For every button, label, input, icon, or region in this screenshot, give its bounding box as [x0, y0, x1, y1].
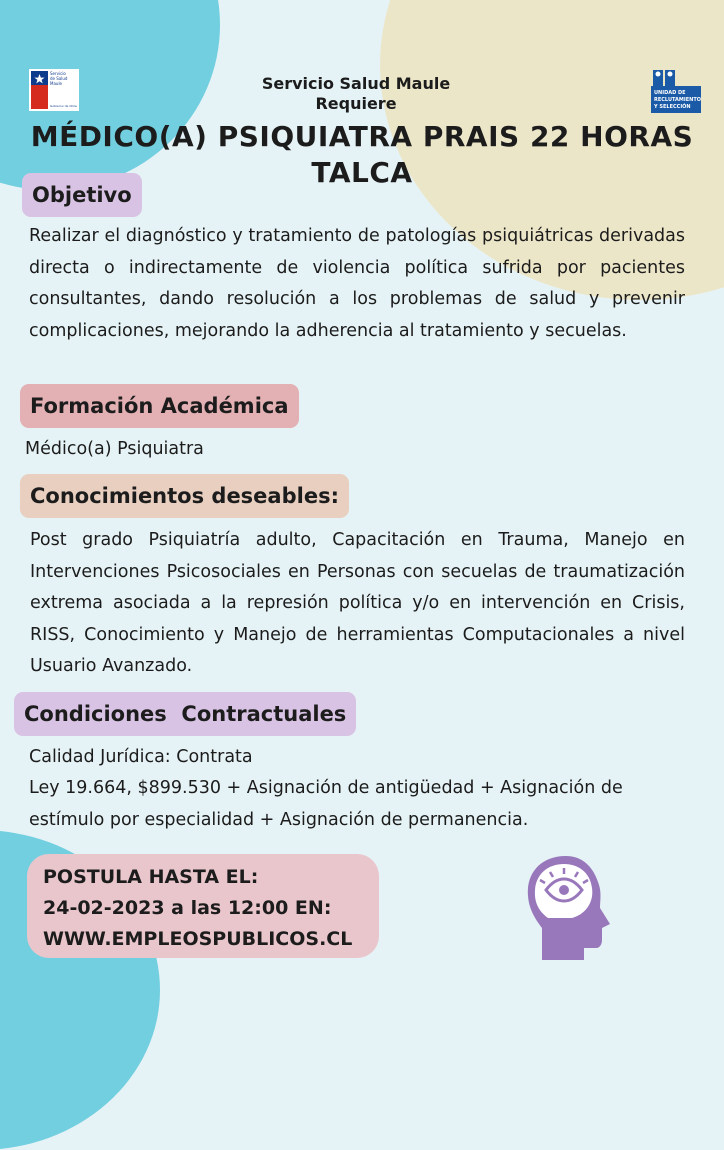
organization-name: Servicio Salud Maule: [261, 74, 451, 93]
organization-requiere: Requiere: [315, 94, 397, 113]
formacion-heading: Formación Académica: [20, 384, 299, 428]
calidad-juridica-text: Calidad Jurídica: Contrata: [29, 747, 253, 767]
postula-box: [27, 854, 379, 958]
gob-logo-text-1: Servicio: [50, 71, 66, 76]
gob-logo-footer: Gobierno de Chile: [50, 104, 77, 108]
objetivo-heading: Objetivo: [22, 173, 142, 217]
postula-deadline: 24-02-2023 a las 12:00 EN:: [43, 897, 332, 919]
postula-website[interactable]: WWW.EMPLEOSPUBLICOS.CL: [43, 928, 353, 950]
conocimientos-text: Post grado Psiquiatría adulto, Capacitación en Trauma, Manejo en Intervenciones Psicosociales en Personas con secuelas de traumatización extrema asociada a la represión política y/o en intervención en Crisis, RISS, Conocimiento y Manejo de herramientas Computacionales a nivel Usuario Avanzado.: [30, 530, 685, 676]
gob-logo-text-3: Maule: [50, 81, 63, 86]
job-title-line-2: TALCA: [311, 156, 413, 189]
gobierno-chile-logo: [29, 69, 79, 111]
objetivo-text: Realizar el diagnóstico y tratamiento de patologías psiquiátricas derivadas directa o indirectamente de violencia política sufrida por pacientes consultantes, dando resolución a los problemas de salud y prevenir complicaciones, mejorando la adherencia al tratamiento y secuelas.: [29, 226, 685, 341]
job-title-line-1: MÉDICO(A) PSIQUIATRA PRAIS 22 HORAS: [30, 120, 694, 153]
unidad-reclutamiento-logo: [651, 70, 701, 113]
formacion-text: Médico(a) Psiquiatra: [25, 439, 204, 459]
conocimientos-heading: Conocimientos deseables:: [20, 474, 349, 518]
head-with-eye-icon: [520, 852, 614, 964]
gob-logo-text-2: de Salud: [50, 76, 68, 81]
urs-logo-text-3: Y SELECCIÓN: [654, 104, 691, 110]
urs-logo-text-2: RECLUTAMIENTO: [654, 97, 701, 103]
remuneracion-text: Ley 19.664, $899.530 + Asignación de antigüedad + Asignación de estímulo por especialidad + Asignación de permanencia.: [29, 778, 623, 830]
postula-label: POSTULA HASTA EL:: [43, 866, 259, 888]
urs-logo-text-1: UNIDAD DE: [654, 90, 686, 96]
condiciones-heading: Condiciones Contractuales: [14, 692, 356, 736]
